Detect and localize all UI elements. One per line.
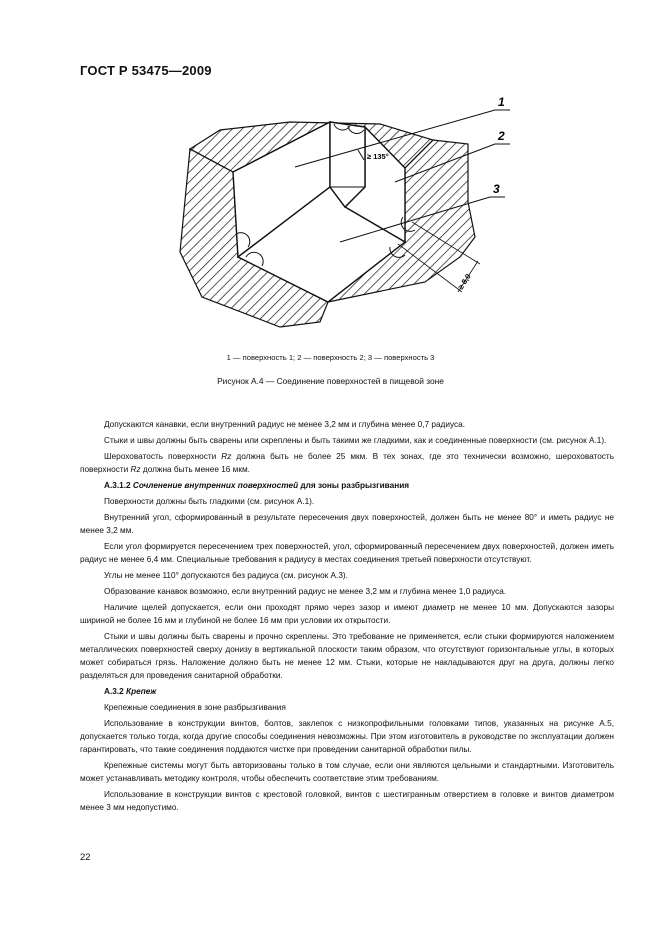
paragraph: Стыки и швы должны быть сварены и прочно скреплены. Это требование не применяется, если стыки формируются наложением металлических поверхностей сверху донизу в вертикальной плоскости таким образом, что отсутствуют горизонтальные углы, в которых может собираться грязь. Наложение должно быть не менее 12 мм. Стыки, которые не накладываются друг на друга, должны легко разделяться для проведения санитарной обработки. <box>80 632 614 680</box>
roughness-symbol: Rz <box>130 465 141 474</box>
body-text <box>80 418 614 817</box>
paragraph: Наличие щелей допускается, если они проходят прямо через зазор и имеют диаметр не менее 10 мм. Допускаются зазоры шириной не более 16 мм и глубиной не более 16 мм при условии их открытости. <box>80 603 614 625</box>
figure-surface-junction <box>150 92 530 342</box>
paragraph: Крепежные соединения в зоне разбрызгивания <box>104 703 286 712</box>
section-heading <box>80 685 614 698</box>
section-number: А.3.1.2 <box>104 481 133 490</box>
section-title-rest: для зоны разбрызгивания <box>298 481 410 490</box>
figure-key: 1 — поверхность 1; 2 — поверхность 2; 3 — поверхность 3 <box>226 353 435 362</box>
roughness-symbol: Rz <box>221 452 232 461</box>
paragraph: Если угол формируется пересечением трех поверхностей, угол, сформированный пересечением двух поверхностей, должен иметь радиус не менее 6,4 мм. Специальные требования к радиусу в местах соединения третьей поверхности отсутствуют. <box>80 542 614 564</box>
figure-caption: Рисунок А.4 — Соединение поверхностей в пищевой зоне <box>217 376 444 386</box>
callout-2: 2 <box>498 129 505 143</box>
section-number: А.3.2 <box>104 687 127 696</box>
paragraph: Использование в конструкции винтов с крестовой головкой, винтов с шестигранным отверстием в головке и винтов диаметром менее 3 мм недопустимо. <box>80 790 614 812</box>
paragraph: Образование канавок возможно, если внутренний радиус не менее 3,2 мм и глубина менее 1,0 радиуса. <box>104 587 507 596</box>
paragraph: Поверхности должны быть гладкими (см. рисунок А.1). <box>104 497 315 506</box>
text-run: должна быть не более 25 мкм. В тех зонах, где это технически возможно, шероховатость поверхности <box>80 452 615 474</box>
section-heading <box>80 479 614 492</box>
paragraph: Внутренний угол, сформированный в результате пересечения двух поверхностей, должен быть не менее 80° и иметь радиус не менее 3,2 мм. <box>80 513 614 535</box>
document-header: ГОСТ Р 53475—2009 <box>80 63 212 78</box>
paragraph: Стыки и швы должны быть сварены или скреплены и быть такими же гладкими, как и соединенные поверхности (см. рисунок А.1). <box>104 436 607 445</box>
section-title: Сочленение внутренних поверхностей <box>132 481 299 490</box>
text-run: Шероховатость поверхности <box>104 452 222 461</box>
page-number: 22 <box>80 852 91 863</box>
angle-label: ≥ 135° <box>367 152 389 161</box>
paragraph: Углы не менее 110° допускаются без радиуса (см. рисунок А.3). <box>104 571 348 580</box>
paragraph: Допускаются канавки, если внутренний радиус не менее 3,2 мм и глубина менее 0,7 радиуса. <box>104 420 466 429</box>
callout-1: 1 <box>498 95 505 109</box>
paragraph: Крепежные системы могут быть авторизованы только в том случае, если они являются цельными и стандартными. Изготовитель может устанавливать методику контроля, чтобы обеспечить соответствие этим требованиям. <box>80 761 614 783</box>
callout-3: 3 <box>493 182 500 196</box>
paragraph <box>80 450 614 476</box>
paragraph: Использование в конструкции винтов, болтов, заклепок с низкопрофильными головками типов, указанных на рисунке А.5, допускается только тогда, когда другие способы соединения невозможны. При этом изготовитель в руководстве по эксплуатации должен гарантировать, что такие соединения поддаются чистке при проведении санитарной обработки пилы. <box>80 719 614 754</box>
text-run: должна быть менее 16 мкм. <box>140 465 250 474</box>
dimension-label: ≥ 8,0 <box>456 272 473 292</box>
section-title: Крепеж <box>126 687 157 696</box>
